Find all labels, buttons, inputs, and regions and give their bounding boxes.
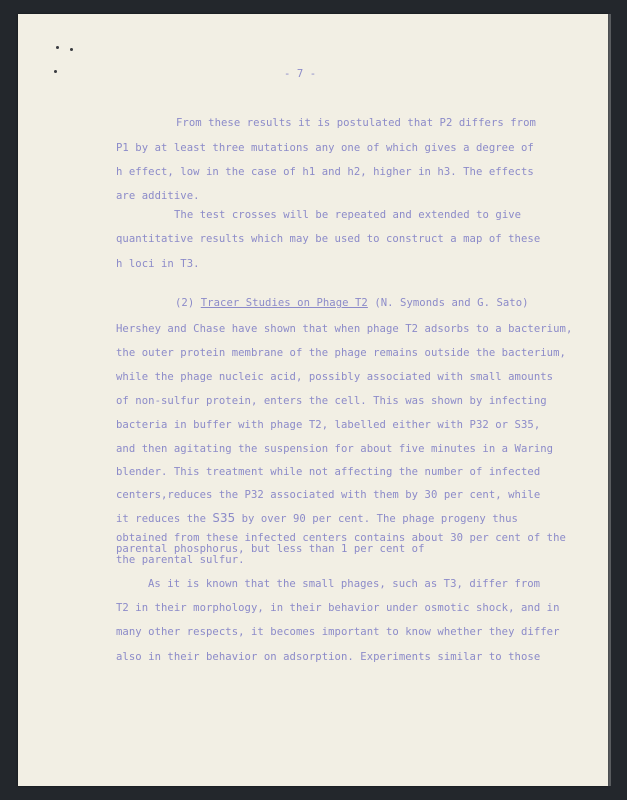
page-number: - 7 - (284, 68, 317, 80)
para1-line: h effect, low in the case of h1 and h2, higher in h3. The effects (116, 166, 534, 178)
para3-line: obtained from these infected centers contains about 30 per cent of the (116, 532, 566, 544)
para3-line: Hershey and Chase have shown that when phage T2 adsorbs to a bacterium, (116, 323, 573, 335)
para4-line: also in their behavior on adsorption. Experiments similar to those (116, 651, 541, 663)
para3-text: it reduces the (116, 513, 213, 525)
para1-line: are additive. (116, 190, 200, 202)
para3-line: parental phosphorus, but less than 1 per cent of (116, 543, 425, 555)
para3-line: of non-sulfur protein, enters the cell. This was shown by infecting (116, 395, 547, 407)
para3-line: the parental sulfur. (116, 554, 245, 566)
para4-line: many other respects, it becomes important to know whether they differ (116, 626, 560, 638)
s35-handwritten: S35 (212, 510, 236, 525)
para3-text: by over 90 per cent. The phage progeny thus (235, 513, 518, 525)
section-heading (175, 297, 529, 309)
para3-line: the outer protein membrane of the phage remains outside the bacterium, (116, 347, 566, 359)
section-number: (2) (175, 297, 195, 309)
section-title: Tracer Studies on Phage T2 (200, 297, 368, 309)
section-authors: (N. Symonds and G. Sato) (374, 297, 529, 309)
para3-line: blender. This treatment while not affecting the number of infected (116, 466, 541, 478)
para2-line: h loci in T3. (116, 258, 200, 270)
para2-line: quantitative results which may be used to construct a map of these (116, 233, 541, 245)
pin-mark (70, 48, 73, 51)
pin-mark (54, 70, 57, 73)
para1-line: From these results it is postulated that P2 differs from (176, 117, 536, 129)
para3-line: while the phage nucleic acid, possibly associated with small amounts (116, 371, 554, 383)
pin-mark (56, 46, 59, 49)
para1-line: P1 by at least three mutations any one of which gives a degree of (116, 142, 534, 154)
para3-line: and then agitating the suspension for about five minutes in a Waring (116, 443, 554, 455)
para4-line: T2 in their morphology, in their behavior under osmotic shock, and in (116, 602, 560, 614)
para3-line (116, 510, 518, 525)
para3-line: bacteria in buffer with phage T2, labelled either with P32 or S35, (116, 419, 541, 431)
para2-line: The test crosses will be repeated and extended to give (174, 209, 522, 221)
para4-line: As it is known that the small phages, such as T3, differ from (148, 578, 541, 590)
para3-line: centers,reduces the P32 associated with them by 30 per cent, while (116, 489, 541, 501)
